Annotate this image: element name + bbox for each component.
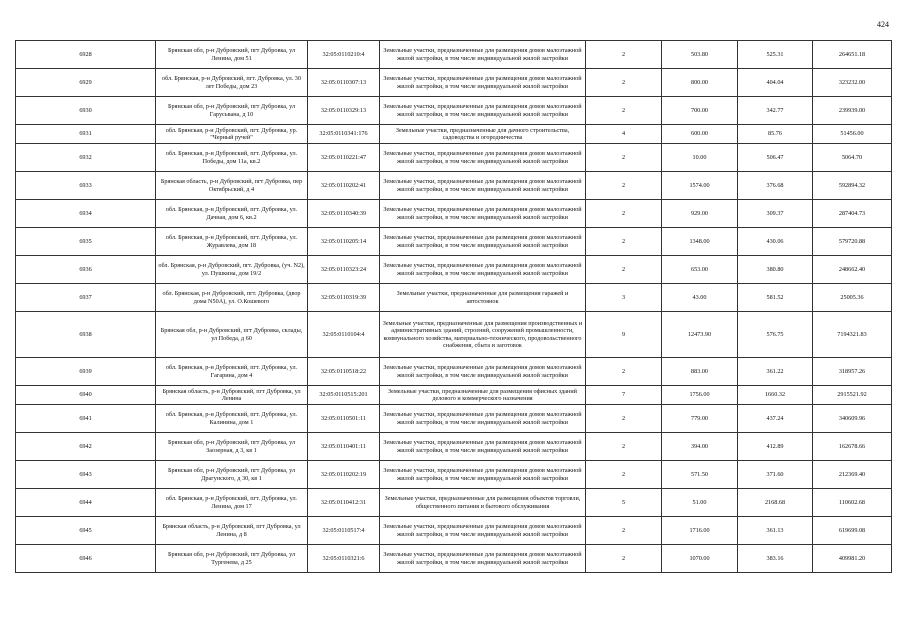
cadastral-number-cell: 32:05:0110340:39 <box>308 200 380 228</box>
category-cell: 2 <box>586 228 662 256</box>
address-cell: Брянская область, р-н Дубровский, пгт Дубровка, ул Ленина <box>156 386 308 405</box>
table-row <box>16 545 892 573</box>
cadastral-value-cell: 110602.68 <box>813 489 892 517</box>
area-cell: 43.00 <box>662 284 738 312</box>
area-cell: 571.50 <box>662 461 738 489</box>
area-cell: 503.80 <box>662 41 738 69</box>
cadastral-value-cell: 579720.88 <box>813 228 892 256</box>
table-row <box>16 69 892 97</box>
address-cell: обл. Брянская, р-н Дубровский, пгт. Дубровка, ул. Калинина, дом 1 <box>156 405 308 433</box>
area-cell: 600.00 <box>662 125 738 144</box>
row-number-cell: 6938 <box>16 312 156 358</box>
land-use-cell: Земельные участки, предназначенные для размещения домов малоэтажной жилой застройки, в том числе индивидуальной жилой застройки <box>380 200 586 228</box>
specific-value-cell: 576.75 <box>738 312 813 358</box>
cadastral-value-cell: 264651.18 <box>813 41 892 69</box>
address-cell: обл. Брянская, р-н Дубровский, пгт. Дубровка, ул. 30 лет Победы, дом 23 <box>156 69 308 97</box>
area-cell: 779.00 <box>662 405 738 433</box>
table-row <box>16 386 892 405</box>
row-number-cell: 6929 <box>16 69 156 97</box>
specific-value-cell: 506.47 <box>738 144 813 172</box>
address-cell: обл. Брянская, р-н Дубровский, пгт. Дубровка, ул. Дачная, дом 6, кв.2 <box>156 200 308 228</box>
row-number-cell: 6928 <box>16 41 156 69</box>
cadastral-number-cell: 32:05:0110210:4 <box>308 41 380 69</box>
address-cell: обл. Брянская, р-н Дубровский, пгт. Дубровка, ул. Журавлева, дом 18 <box>156 228 308 256</box>
cadastral-number-cell: 32:05:0110401:11 <box>308 433 380 461</box>
cadastral-value-cell: 5064.70 <box>813 144 892 172</box>
address-cell: Брянская обл, р-н Дубровский, пгт Дубровка, ул Заозерная, д 3, кв 1 <box>156 433 308 461</box>
specific-value-cell: 309.37 <box>738 200 813 228</box>
category-cell: 2 <box>586 69 662 97</box>
area-cell: 653.00 <box>662 256 738 284</box>
cadastral-number-cell: 32:05:0110501:11 <box>308 405 380 433</box>
category-cell: 7 <box>586 386 662 405</box>
area-cell: 1574.00 <box>662 172 738 200</box>
table-row <box>16 312 892 358</box>
land-use-cell: Земельные участки, предназначенные для размещения домов малоэтажной жилой застройки, в том числе индивидуальной жилой застройки <box>380 545 586 573</box>
cadastral-value-cell: 7194321.83 <box>813 312 892 358</box>
address-cell: обл. Брянская, р-н Дубровский, пгт. Дубровка, (уч. N2), ул. Пушкина, дом 19/2 <box>156 256 308 284</box>
table-row <box>16 256 892 284</box>
table-row <box>16 41 892 69</box>
area-cell: 700.00 <box>662 97 738 125</box>
cadastral-value-cell: 323232.00 <box>813 69 892 97</box>
cadastral-value-cell: 2915521.92 <box>813 386 892 405</box>
area-cell: 10.00 <box>662 144 738 172</box>
cadastral-number-cell: 32:05:0110341:176 <box>308 125 380 144</box>
row-number-cell: 6943 <box>16 461 156 489</box>
address-cell: Брянская область, р-н Дубровский, пгт Дубровка, пер Октябрьский, д 4 <box>156 172 308 200</box>
table-row <box>16 172 892 200</box>
specific-value-cell: 1660.32 <box>738 386 813 405</box>
cadastral-number-cell: 32:05:0110515:201 <box>308 386 380 405</box>
specific-value-cell: 361.22 <box>738 358 813 386</box>
specific-value-cell: 2168.68 <box>738 489 813 517</box>
category-cell: 2 <box>586 256 662 284</box>
row-number-cell: 6930 <box>16 97 156 125</box>
cadastral-value-cell: 212369.40 <box>813 461 892 489</box>
row-number-cell: 6939 <box>16 358 156 386</box>
specific-value-cell: 581.52 <box>738 284 813 312</box>
address-cell: Брянская обл, р-н Дубровский, пгт Дубровка, ул Драгунского, д 30, кв 1 <box>156 461 308 489</box>
land-use-cell: Земельные участки, предназначенные для размещения гаражей и автостоянок <box>380 284 586 312</box>
area-cell: 394.00 <box>662 433 738 461</box>
cadastral-number-cell: 32:05:0110104:4 <box>308 312 380 358</box>
table-row <box>16 125 892 144</box>
table-row <box>16 489 892 517</box>
category-cell: 2 <box>586 461 662 489</box>
land-use-cell: Земельные участки, предназначенные для размещения объектов торговли, общественного питания и бытового обслуживания <box>380 489 586 517</box>
cadastral-number-cell: 32:05:0110202:19 <box>308 461 380 489</box>
area-cell: 883.00 <box>662 358 738 386</box>
row-number-cell: 6946 <box>16 545 156 573</box>
land-use-cell: Земельные участки, предназначенные для размещения домов малоэтажной жилой застройки, в том числе индивидуальной жилой застройки <box>380 41 586 69</box>
land-use-cell: Земельные участки, предназначенные для размещения домов малоэтажной жилой застройки, в том числе индивидуальной жилой застройки <box>380 144 586 172</box>
specific-value-cell: 85.76 <box>738 125 813 144</box>
land-use-cell: Земельные участки, предназначенные для размещения домов малоэтажной жилой застройки, в том числе индивидуальной жилой застройки <box>380 461 586 489</box>
cadastral-number-cell: 32:05:0110517:4 <box>308 517 380 545</box>
cadastral-number-cell: 32:05:0110329:13 <box>308 97 380 125</box>
cadastral-value-cell: 340609.96 <box>813 405 892 433</box>
address-cell: обл. Брянская, р-н Дубровский, пгт. Дубровка, ур. "Черный ручей" <box>156 125 308 144</box>
row-number-cell: 6941 <box>16 405 156 433</box>
row-number-cell: 6937 <box>16 284 156 312</box>
cadastral-number-cell: 32:05:0110202:41 <box>308 172 380 200</box>
row-number-cell: 6933 <box>16 172 156 200</box>
address-cell: Брянская обл, р-н Дубровский, пгт Дубровка, склады, ул Победа, д 60 <box>156 312 308 358</box>
cadastral-number-cell: 32:05:0110321:6 <box>308 545 380 573</box>
row-number-cell: 6931 <box>16 125 156 144</box>
specific-value-cell: 412.89 <box>738 433 813 461</box>
cadastral-value-cell: 409981.20 <box>813 545 892 573</box>
area-cell: 12473.90 <box>662 312 738 358</box>
address-cell: Брянская обл, р-н Дубровский, пгт Дубровка, ул Гарусьвана, д 10 <box>156 97 308 125</box>
category-cell: 2 <box>586 144 662 172</box>
area-cell: 1716.00 <box>662 517 738 545</box>
cadastral-value-cell: 162678.66 <box>813 433 892 461</box>
specific-value-cell: 361.13 <box>738 517 813 545</box>
table-row <box>16 358 892 386</box>
land-registry-table <box>15 40 892 573</box>
specific-value-cell: 371.60 <box>738 461 813 489</box>
table-row <box>16 433 892 461</box>
cadastral-value-cell: 239939.00 <box>813 97 892 125</box>
row-number-cell: 6934 <box>16 200 156 228</box>
category-cell: 2 <box>586 41 662 69</box>
address-cell: обл. Брянская, р-н Дубровский, пгт. Дубровка, (двор дома N50А), ул. О.Кошевого <box>156 284 308 312</box>
category-cell: 2 <box>586 200 662 228</box>
land-use-cell: Земельные участки, предназначенные для размещения домов малоэтажной жилой застройки, в том числе индивидуальной жилой застройки <box>380 405 586 433</box>
cadastral-number-cell: 32:05:0110412:31 <box>308 489 380 517</box>
address-cell: Брянская область, р-н Дубровский, пгт Дубровка, ул Ленина, д 8 <box>156 517 308 545</box>
category-cell: 2 <box>586 545 662 573</box>
land-use-cell: Земельные участки, предназначенные для размещения домов малоэтажной жилой застройки, в том числе индивидуальной жилой застройки <box>380 256 586 284</box>
cadastral-number-cell: 32:05:0110205:14 <box>308 228 380 256</box>
category-cell: 2 <box>586 358 662 386</box>
specific-value-cell: 437.24 <box>738 405 813 433</box>
table-row <box>16 284 892 312</box>
specific-value-cell: 430.06 <box>738 228 813 256</box>
row-number-cell: 6932 <box>16 144 156 172</box>
address-cell: обл. Брянская, р-н Дубровский, пгт. Дубровка, ул. Ленина, дом 17 <box>156 489 308 517</box>
cadastral-number-cell: 32:05:0110323:24 <box>308 256 380 284</box>
category-cell: 2 <box>586 405 662 433</box>
row-number-cell: 6942 <box>16 433 156 461</box>
row-number-cell: 6936 <box>16 256 156 284</box>
area-cell: 800.00 <box>662 69 738 97</box>
area-cell: 51.00 <box>662 489 738 517</box>
specific-value-cell: 383.16 <box>738 545 813 573</box>
area-cell: 1756.00 <box>662 386 738 405</box>
land-use-cell: Земельные участки, предназначенные для дачного строительства, садоводства и огородничества <box>380 125 586 144</box>
area-cell: 1348.00 <box>662 228 738 256</box>
table-row <box>16 517 892 545</box>
category-cell: 2 <box>586 97 662 125</box>
table-row <box>16 461 892 489</box>
cadastral-number-cell: 32:05:0110307:13 <box>308 69 380 97</box>
page-number: 424 <box>877 20 889 29</box>
area-cell: 929.00 <box>662 200 738 228</box>
land-use-cell: Земельные участки, предназначенные для размещения офисных зданий делового и коммерческого назначения <box>380 386 586 405</box>
table-row <box>16 405 892 433</box>
table-row <box>16 228 892 256</box>
cadastral-value-cell: 51456.00 <box>813 125 892 144</box>
specific-value-cell: 525.31 <box>738 41 813 69</box>
address-cell: обл. Брянская, р-н Дубровский, пгт. Дубровка, ул. Гагарина, дом 4 <box>156 358 308 386</box>
category-cell: 5 <box>586 489 662 517</box>
category-cell: 2 <box>586 172 662 200</box>
cadastral-value-cell: 619699.08 <box>813 517 892 545</box>
cadastral-number-cell: 32:05:0110319:39 <box>308 284 380 312</box>
row-number-cell: 6944 <box>16 489 156 517</box>
row-number-cell: 6945 <box>16 517 156 545</box>
table-row <box>16 144 892 172</box>
specific-value-cell: 380.80 <box>738 256 813 284</box>
land-use-cell: Земельные участки, предназначенные для размещения домов малоэтажной жилой застройки, в том числе индивидуальной жилой застройки <box>380 433 586 461</box>
table-body <box>16 41 892 573</box>
row-number-cell: 6935 <box>16 228 156 256</box>
specific-value-cell: 404.04 <box>738 69 813 97</box>
cadastral-value-cell: 248662.40 <box>813 256 892 284</box>
category-cell: 2 <box>586 433 662 461</box>
cadastral-value-cell: 25005.36 <box>813 284 892 312</box>
land-use-cell: Земельные участки, предназначенные для размещения домов малоэтажной жилой застройки, в том числе индивидуальной жилой застройки <box>380 172 586 200</box>
category-cell: 4 <box>586 125 662 144</box>
table-row <box>16 200 892 228</box>
address-cell: Брянская обл, р-н Дубровский, пгт Дубровка, ул Тургенева, д 25 <box>156 545 308 573</box>
land-use-cell: Земельные участки, предназначенные для размещения домов малоэтажной жилой застройки, в том числе индивидуальной жилой застройки <box>380 517 586 545</box>
cadastral-number-cell: 32:05:0110518:22 <box>308 358 380 386</box>
cadastral-value-cell: 318957.26 <box>813 358 892 386</box>
address-cell: обл. Брянская, р-н Дубровский, пгт. Дубровка, ул. Победы, дом 11а, кв.2 <box>156 144 308 172</box>
cadastral-value-cell: 287404.73 <box>813 200 892 228</box>
land-use-cell: Земельные участки, предназначенные для размещения домов малоэтажной жилой застройки, в том числе индивидуальной жилой застройки <box>380 97 586 125</box>
land-use-cell: Земельные участки, предназначенные для размещения домов малоэтажной жилой застройки, в том числе индивидуальной жилой застройки <box>380 69 586 97</box>
address-cell: Брянская обл, р-н Дубровский, пгт Дубровка, ул Ленина, дом 51 <box>156 41 308 69</box>
land-use-cell: Земельные участки, предназначенные для размещения производственных и административных зданий, строений, сооружений промышленности, коммунального хозяйства, материально-технического, продовольственного снабжения, сбыта и заготовок <box>380 312 586 358</box>
specific-value-cell: 376.68 <box>738 172 813 200</box>
cadastral-number-cell: 32:05:0110221:47 <box>308 144 380 172</box>
row-number-cell: 6940 <box>16 386 156 405</box>
land-use-cell: Земельные участки, предназначенные для размещения домов малоэтажной жилой застройки, в том числе индивидуальной жилой застройки <box>380 228 586 256</box>
category-cell: 3 <box>586 284 662 312</box>
category-cell: 9 <box>586 312 662 358</box>
area-cell: 1070.00 <box>662 545 738 573</box>
land-use-cell: Земельные участки, предназначенные для размещения домов малоэтажной жилой застройки, в том числе индивидуальной жилой застройки <box>380 358 586 386</box>
category-cell: 2 <box>586 517 662 545</box>
specific-value-cell: 342.77 <box>738 97 813 125</box>
cadastral-value-cell: 592894.32 <box>813 172 892 200</box>
table-row <box>16 97 892 125</box>
